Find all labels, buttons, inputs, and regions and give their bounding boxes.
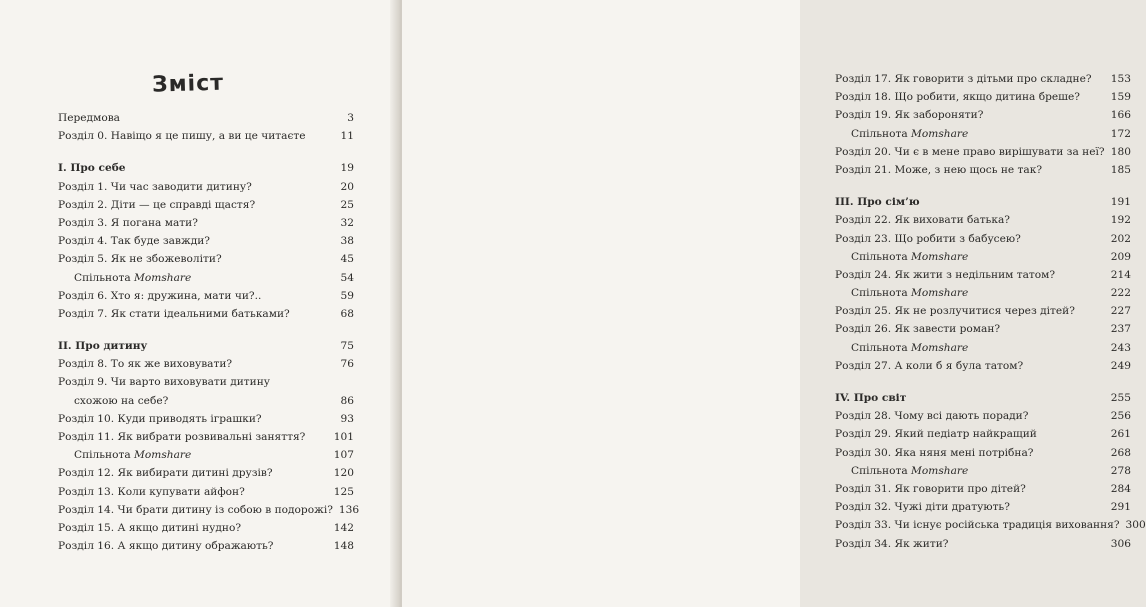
toc-entry (835, 320, 1131, 338)
toc-community-entry (835, 248, 1131, 266)
toc-entry-label: Розділ 9. Чи варто виховувати дитину (58, 376, 270, 389)
toc-entry-page: 172 (1110, 127, 1131, 140)
toc-entry-label: Розділ 6. Хто я: дружина, мати чи?.. (58, 289, 262, 302)
toc-entry-label: Розділ 14. Чи брати дитину із собою в подорожі? (58, 503, 333, 516)
toc-entry-label: Спільнота Momshare (851, 287, 969, 300)
toc-community-entry (835, 462, 1131, 480)
toc-entry-page: 75 (340, 340, 354, 353)
toc-entry (58, 537, 354, 555)
toc-entry (58, 196, 354, 214)
toc-entry (835, 357, 1131, 375)
toc-entry-page: 25 (340, 198, 354, 211)
toc-entry (58, 109, 354, 127)
toc-part-heading (58, 337, 354, 355)
toc-entry (58, 127, 354, 145)
toc-entry-label: Розділ 20. Чи є в мене право вирішувати за неї? (835, 145, 1105, 158)
toc-entry-page: 125 (333, 485, 354, 498)
toc-left (58, 109, 360, 555)
toc-entry-label: Спільнота Momshare (74, 271, 192, 284)
toc-entry-label: Розділ 5. Як не збожеволіти? (58, 253, 222, 266)
community-name: Momshare (911, 341, 969, 354)
toc-entry-page: 278 (1110, 464, 1131, 477)
toc-entry-label: Розділ 13. Коли купувати айфон? (58, 485, 245, 498)
toc-entry-page: 256 (1110, 410, 1131, 423)
toc-entry-label: Розділ 3. Я погана мати? (58, 216, 198, 229)
toc-entry-label: Розділ 21. Може, з нею щось не так? (835, 163, 1043, 176)
toc-entry-label: Розділ 26. Як завести роман? (835, 323, 1001, 336)
toc-entry-label: Розділ 30. Яка няня мені потрібна? (835, 446, 1034, 459)
toc-entry-label: Спільнота Momshare (851, 250, 969, 263)
toc-spacer (58, 145, 354, 159)
toc-spacer (835, 375, 1131, 389)
toc-entry-page: 148 (333, 540, 354, 553)
toc-entry-label: Розділ 4. Так буде завжди? (58, 235, 210, 248)
toc-community-entry (835, 125, 1131, 143)
community-name: Momshare (134, 271, 192, 284)
toc-entry-page: 180 (1110, 145, 1131, 158)
toc-entry-label: Розділ 8. То як же виховувати? (58, 358, 233, 371)
toc-entry-page: 107 (333, 449, 354, 462)
right-page (402, 0, 1146, 607)
toc-entry-label: Розділ 22. Як виховати батька? (835, 214, 1010, 227)
toc-entry-page: 192 (1110, 214, 1131, 227)
toc-entry-label: Розділ 1. Чи час заводити дитину? (58, 180, 252, 193)
toc-entry-label: Спільнота Momshare (851, 464, 969, 477)
toc-entry-page: 237 (1110, 323, 1131, 336)
toc-entry (835, 407, 1131, 425)
toc-entry-page: 120 (333, 467, 354, 480)
toc-entry-label: Розділ 2. Діти — це справді щастя? (58, 198, 256, 211)
community-name: Momshare (911, 250, 969, 263)
toc-entry (835, 498, 1131, 516)
toc-entry-page: 54 (340, 271, 354, 284)
toc-entry (835, 425, 1131, 443)
toc-entry (58, 305, 354, 323)
page-title: Зміст (151, 70, 225, 98)
toc-entry (835, 70, 1131, 88)
community-name: Momshare (911, 127, 969, 140)
toc-entry-page: 68 (340, 307, 354, 320)
toc-entry-page: 159 (1110, 91, 1131, 104)
toc-entry-label: Розділ 28. Чому всі дають поради? (835, 410, 1029, 423)
toc-community-entry (835, 284, 1131, 302)
toc-entry (58, 287, 354, 305)
toc-entry-label: Розділ 29. Який педіатр найкращий (835, 428, 1037, 441)
toc-entry (58, 519, 354, 537)
toc-entry-label: Розділ 32. Чужі діти дратують? (835, 501, 1010, 514)
toc-entry (58, 464, 354, 482)
toc-entry-page: 249 (1110, 359, 1131, 372)
toc-entry-page: 136 (338, 503, 360, 516)
toc-entry-label: Розділ 25. Як не розлучитися через дітей? (835, 305, 1075, 318)
toc-entry (835, 211, 1131, 229)
toc-entry-page: 300 (1125, 519, 1146, 532)
toc-entry-page: 19 (340, 162, 354, 175)
toc-entry-label: схожою на себе? (74, 394, 169, 407)
toc-entry (835, 266, 1131, 284)
toc-entry-page: 202 (1110, 232, 1131, 245)
toc-entry-label: Розділ 17. Як говорити з дітьми про складне? (835, 73, 1092, 85)
toc-entry-page: 20 (340, 180, 354, 193)
toc-entry-page: 93 (340, 412, 354, 425)
toc-entry (58, 428, 354, 446)
toc-entry-page: 153 (1110, 73, 1131, 85)
toc-entry-page: 261 (1110, 428, 1131, 441)
toc-entry (58, 232, 354, 250)
toc-entry (835, 230, 1131, 248)
community-name: Momshare (134, 449, 192, 462)
toc-entry (58, 355, 354, 373)
toc-part-heading (835, 193, 1131, 211)
toc-entry-page: 86 (340, 394, 354, 407)
toc-entry-label: II. Про дитину (58, 340, 148, 353)
toc-entry-page: 11 (340, 130, 354, 143)
toc-part-heading (835, 389, 1131, 407)
toc-entry (58, 214, 354, 232)
toc-entry-label: I. Про себе (58, 162, 126, 175)
toc-entry-label: III. Про сім’ю (835, 196, 920, 209)
toc-entry (835, 106, 1131, 124)
toc-entry (58, 250, 354, 268)
toc-entry-label: Передмова (58, 112, 120, 124)
community-name: Momshare (911, 287, 969, 300)
toc-entry-page: 38 (340, 235, 354, 248)
toc-entry-label: Розділ 18. Що робити, якщо дитина бреше? (835, 91, 1080, 104)
toc-entry-page: 76 (340, 358, 354, 371)
toc-entry-label: IV. Про світ (835, 392, 907, 404)
toc-entry-page: 255 (1110, 392, 1131, 404)
toc-entry-page: 59 (340, 289, 354, 302)
toc-entry-label: Розділ 16. А якщо дитину ображають? (58, 540, 274, 553)
toc-entry-page: 166 (1110, 109, 1131, 122)
toc-entry-page: 284 (1110, 482, 1131, 495)
toc-entry-label: Розділ 19. Як забороняти? (835, 109, 984, 122)
toc-spacer (835, 179, 1131, 193)
toc-entry (58, 483, 354, 501)
toc-spacer (58, 323, 354, 337)
toc-entry-page: 45 (340, 253, 354, 266)
toc-entry-label: Розділ 7. Як стати ідеальними батьками? (58, 307, 290, 320)
toc-entry-page (348, 373, 354, 391)
toc-entry-label: Спільнота Momshare (851, 341, 969, 354)
toc-entry-page: 306 (1110, 537, 1131, 550)
toc-entry (835, 302, 1131, 320)
toc-entry-label: Розділ 31. Як говорити про дітей? (835, 482, 1026, 495)
toc-entry-page: 185 (1110, 163, 1131, 176)
left-page (0, 0, 398, 607)
toc-right (835, 70, 1146, 553)
toc-entry-label: Розділ 12. Як вибирати дитині друзів? (58, 467, 273, 480)
toc-entry-page: 268 (1110, 446, 1131, 459)
toc-entry-label: Розділ 27. А коли б я була татом? (835, 359, 1024, 372)
community-name: Momshare (911, 464, 969, 477)
toc-entry (58, 373, 354, 391)
toc-entry (835, 143, 1131, 161)
toc-entry-label: Розділ 10. Куди приводять іграшки? (58, 412, 262, 425)
toc-entry-label: Розділ 11. Як вибрати розвивальні заняття? (58, 431, 306, 443)
toc-entry-page: 291 (1110, 501, 1131, 514)
toc-entry-label: Розділ 33. Чи існує російська традиція виховання? (835, 519, 1120, 532)
toc-entry-page: 209 (1110, 250, 1131, 263)
toc-community-entry (58, 269, 354, 287)
toc-entry-label: Спільнота Momshare (851, 127, 969, 140)
toc-entry (835, 88, 1131, 106)
toc-entry (58, 410, 354, 428)
toc-entry (835, 161, 1131, 179)
toc-entry-label: Розділ 15. А якщо дитині нудно? (58, 521, 242, 534)
toc-entry-page: 214 (1110, 268, 1131, 281)
toc-entry-page: 32 (340, 216, 354, 229)
toc-entry (835, 444, 1131, 462)
toc-entry (58, 178, 354, 196)
toc-community-entry (835, 339, 1131, 357)
toc-entry-page: 101 (333, 431, 354, 443)
toc-entry-page: 243 (1110, 341, 1131, 354)
toc-entry-label: Розділ 23. Що робити з бабусею? (835, 232, 1021, 245)
toc-entry (58, 392, 354, 410)
toc-entry (835, 535, 1131, 553)
toc-entry-label: Розділ 24. Як жити з недільним татом? (835, 268, 1056, 281)
toc-entry-page: 3 (347, 112, 354, 124)
toc-entry-label: Спільнота Momshare (74, 449, 192, 462)
toc-entry (58, 501, 360, 519)
toc-entry-page: 191 (1110, 196, 1131, 209)
toc-entry-page: 227 (1110, 305, 1131, 318)
toc-entry-label: Розділ 34. Як жити? (835, 537, 949, 550)
toc-entry-page: 222 (1110, 287, 1131, 300)
toc-community-entry (58, 446, 354, 464)
toc-entry-label: Розділ 0. Навіщо я це пишу, а ви це читаєте (58, 130, 306, 143)
toc-entry-page: 142 (333, 521, 354, 534)
toc-entry (835, 516, 1146, 534)
toc-part-heading (58, 159, 354, 177)
toc-entry (835, 480, 1131, 498)
